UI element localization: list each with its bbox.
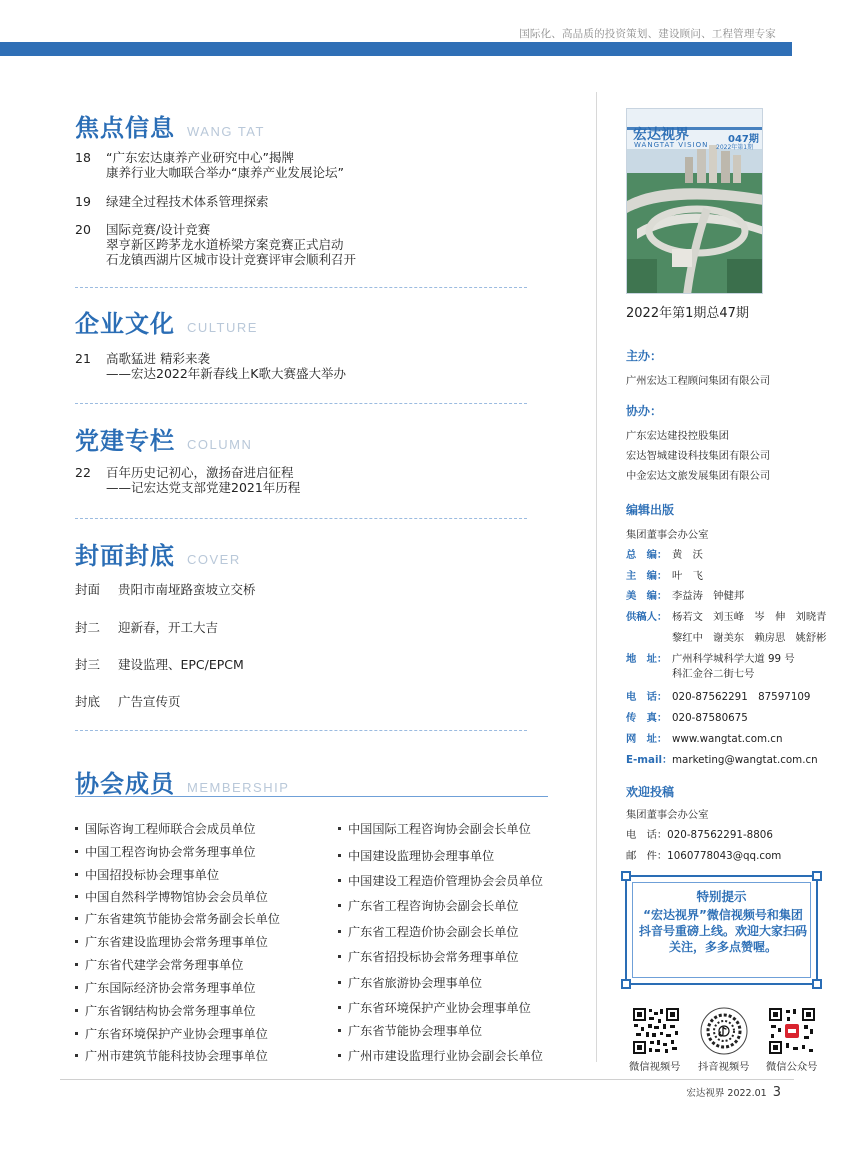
cover-label: 封二: [75, 620, 101, 635]
member-item: 中国国际工程咨询协会副会长单位: [338, 820, 531, 837]
address-row-2: 科汇金谷二街七号: [672, 668, 755, 680]
section-subtitle: MEMBERSHIP: [187, 780, 290, 795]
special-notice-box: [625, 875, 818, 985]
section-focus-header: [75, 108, 265, 143]
member-item: 中国招投标协会理事单位: [75, 866, 219, 883]
entry-line: 绿建全过程技术体系管理探索: [106, 194, 269, 209]
editor-row: 主 编： 叶 飞: [626, 570, 703, 582]
co-org: 中金宏达文旅发展集团有限公司: [626, 470, 771, 482]
member-item: 广东省代建学会常务理事单位: [75, 956, 243, 973]
member-item: 广东省节能协会理事单位: [338, 1022, 482, 1039]
wechat-official-qr-icon[interactable]: [768, 1007, 816, 1055]
page-number: 19: [75, 194, 91, 209]
entry-line: 石龙镇西湖片区城市设计竞赛评审会顺利召开: [106, 252, 357, 267]
section-title: 党建专栏: [75, 427, 175, 455]
member-item: 广州市建筑节能科技协会理事单位: [75, 1047, 268, 1064]
douyin-qr-icon[interactable]: [700, 1007, 748, 1055]
bullet-icon: [75, 986, 78, 989]
co-heading: 协办：: [626, 404, 663, 418]
bullet-icon: [75, 1054, 78, 1057]
member-item: 广东省环境保护产业协会理事单位: [338, 999, 531, 1016]
member-item: 广东省建筑节能协会常务副会长单位: [75, 910, 280, 927]
entry-line: ——记宏达党支部党建2021年历程: [106, 480, 301, 495]
member-item: 广东省钢结构协会常务理事单位: [75, 1002, 256, 1019]
page-number: 3: [772, 1085, 781, 1100]
section-subtitle: CULTURE: [187, 320, 258, 335]
chief-editor-row: 总 编： 黄 沃: [626, 549, 703, 561]
section-membership-header: [75, 764, 289, 799]
member-item: 中国建设监理协会理事单位: [338, 847, 494, 864]
toc-entry[interactable]: [75, 194, 269, 209]
cover-label: 封面: [75, 582, 101, 597]
cover-label: 封底: [75, 694, 101, 709]
cover-row[interactable]: [75, 655, 244, 673]
bullet-icon: [75, 963, 78, 966]
cover-label: 封三: [75, 657, 101, 672]
wechat-video-qr-icon[interactable]: [632, 1007, 680, 1055]
address-row: 地 址： 广州科学城科学大道 99 号: [626, 653, 795, 665]
member-item: 国际咨询工程师联合会成员单位: [75, 820, 256, 837]
toc-entry[interactable]: [75, 351, 346, 381]
website-row[interactable]: 网 址： www.wangtat.com.cn: [626, 733, 783, 745]
host-org: 广州宏达工程顾问集团有限公司: [626, 375, 771, 387]
issue-line: 2022年第1期总47期: [626, 306, 749, 321]
section-title: 协会成员: [75, 770, 175, 798]
bullet-icon: [338, 904, 341, 907]
section-title: 企业文化: [75, 310, 175, 338]
co-org: 广东宏达建投控股集团: [626, 430, 729, 442]
notice-body: “宏达视界”微信视频号和集团抖音号重磅上线。欢迎大家扫码关注，多多点赞喔。: [639, 908, 808, 954]
section-rule: [75, 796, 548, 797]
section-party-header: [75, 421, 252, 456]
member-item: 广东省旅游协会理事单位: [338, 974, 482, 991]
bullet-icon: [338, 827, 341, 830]
member-item: 广东省环境保护产业协会理事单位: [75, 1025, 268, 1042]
corner-ornament: [812, 871, 822, 881]
bullet-icon: [75, 895, 78, 898]
section-divider: [75, 518, 527, 519]
member-item: 广东省招投标协会常务理事单位: [338, 948, 519, 965]
cover-issue: 047期: [728, 134, 759, 145]
member-item: 中国建设工程造价管理协会会员单位: [338, 872, 543, 889]
cover-text: 贵阳市南垭路蛮坡立交桥: [118, 582, 256, 597]
page-number: 18: [75, 150, 91, 165]
toc-entry[interactable]: [75, 222, 356, 267]
corner-ornament: [621, 871, 631, 881]
bullet-icon: [338, 1006, 341, 1009]
page-number: 21: [75, 351, 91, 366]
bullet-icon: [75, 827, 78, 830]
contributors-row-2: 黎红中 谢美东 赖房思 姚舒彬: [672, 632, 827, 644]
bullet-icon: [75, 1032, 78, 1035]
submit-heading: 欢迎投稿: [626, 785, 675, 799]
notice-title: 特别提示: [696, 889, 747, 904]
bullet-icon: [338, 1029, 341, 1032]
bullet-icon: [75, 1009, 78, 1012]
cover-row[interactable]: [75, 618, 218, 636]
email-row[interactable]: E-mail：marketing@wangtat.com.cn: [626, 754, 818, 766]
bullet-icon: [338, 981, 341, 984]
bullet-icon: [338, 955, 341, 958]
header-tagline: 国际化、高品质的投资策划、建设顾问、工程管理专家: [519, 28, 776, 40]
section-divider: [75, 403, 527, 404]
cover-date: 2022年第1期: [716, 144, 754, 151]
submit-phone: 电 话：020-87562291-8806: [626, 829, 773, 841]
member-item: 中国自然科学博物馆协会会员单位: [75, 888, 268, 905]
entry-line: ——宏达2022年新春线上K歌大赛盛大举办: [106, 366, 347, 381]
host-heading: 主办：: [626, 349, 663, 363]
cover-row[interactable]: [75, 692, 181, 710]
page-number: 20: [75, 222, 91, 237]
entry-line: 翠亨新区跨茅龙水道桥梁方案竞赛正式启动: [106, 237, 344, 252]
cover-subtitle: WANGTAT VISION: [634, 141, 709, 149]
corner-ornament: [812, 979, 822, 989]
page-number: 22: [75, 465, 91, 480]
bullet-icon: [338, 930, 341, 933]
section-culture-header: [75, 304, 258, 339]
entry-line: 百年历史记初心，激扬奋进启征程: [106, 465, 294, 480]
bullet-icon: [338, 854, 341, 857]
footer-rule: [60, 1079, 794, 1080]
art-editor-row: 美 编： 李益涛 钟健邦: [626, 590, 745, 602]
entry-line: 康养行业大咖联合举办“康养产业发展论坛”: [106, 165, 344, 180]
section-subtitle: COVER: [187, 552, 241, 567]
contributors-row: 供稿人： 杨若文 刘玉峰 岑 伸 刘晓青: [626, 611, 827, 623]
section-subtitle: WANG TAT: [187, 124, 265, 139]
cover-text: 建设监理、EPC/EPCM: [118, 657, 244, 672]
cover-row[interactable]: [75, 580, 256, 598]
bullet-icon: [338, 1054, 341, 1057]
co-org: 宏达智城建设科技集团有限公司: [626, 450, 771, 462]
bullet-icon: [75, 940, 78, 943]
toc-entry[interactable]: [75, 150, 344, 180]
section-divider: [75, 287, 527, 288]
bullet-icon: [75, 917, 78, 920]
bullet-icon: [75, 850, 78, 853]
footer-text: 宏达视界 2022.01: [686, 1088, 767, 1099]
qr-label: 抖音视频号: [698, 1061, 750, 1073]
cover-text: 迎新春，开工大吉: [118, 620, 219, 635]
bullet-icon: [338, 879, 341, 882]
section-subtitle: COLUMN: [187, 437, 253, 452]
entry-line: 高歌猛进 精彩来袭: [106, 351, 210, 366]
footer: [686, 1085, 781, 1100]
corner-ornament: [621, 979, 631, 989]
member-item: 广东省工程造价协会副会长单位: [338, 923, 519, 940]
member-item: 广州市建设监理行业协会副会长单位: [338, 1047, 543, 1064]
member-item: 广东省建设监理协会常务理事单位: [75, 933, 268, 950]
entry-line: 国际竞赛/设计竞赛: [106, 222, 211, 237]
fax-row: 传 真： 020-87580675: [626, 712, 748, 724]
member-item: 广东国际经济协会常务理事单位: [75, 979, 256, 996]
qr-label: 微信公众号: [766, 1061, 818, 1073]
section-divider: [75, 730, 527, 731]
entry-line: “广东宏达康养产业研究中心”揭牌: [106, 150, 294, 165]
publisher-heading: 编辑出版: [626, 503, 675, 517]
publisher: 集团董事会办公室: [626, 529, 709, 541]
member-item: 中国工程咨询协会常务理事单位: [75, 843, 256, 860]
bullet-icon: [75, 873, 78, 876]
phone-row: 电 话： 020-87562291 87597109: [626, 691, 811, 703]
cover-title: 宏达视界: [633, 127, 689, 143]
toc-entry[interactable]: [75, 465, 300, 495]
section-title: 焦点信息: [75, 114, 175, 142]
column-divider: [596, 92, 597, 1062]
section-title: 封面封底: [75, 542, 175, 570]
submit-office: 集团董事会办公室: [626, 809, 709, 821]
member-item: 广东省工程咨询协会副会长单位: [338, 897, 519, 914]
submit-email[interactable]: 邮 件：1060778043@qq.com: [626, 850, 782, 862]
section-cover-header: [75, 536, 241, 571]
qr-label: 微信视频号: [629, 1061, 681, 1073]
cover-text: 广告宣传页: [118, 694, 181, 709]
